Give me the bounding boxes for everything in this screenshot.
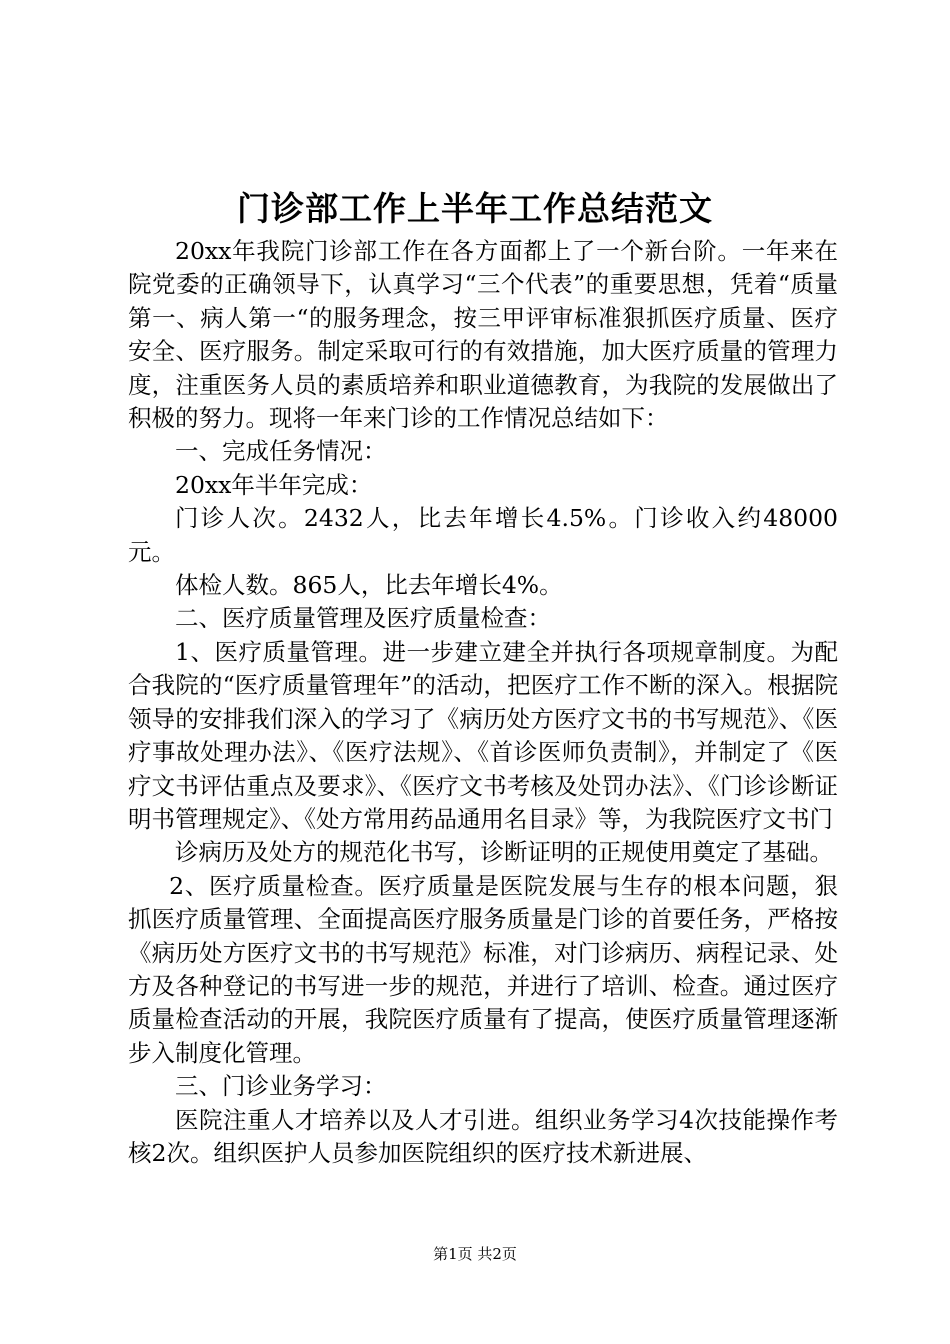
section-heading-3: 三、门诊业务学习： [175,1072,387,1101]
section-heading-2: 二、医疗质量管理及医疗质量检查： [175,604,551,633]
paragraph-half-year: 20xx年半年完成： [175,470,373,499]
document-title: 门诊部工作上半年工作总结范文 [237,189,713,228]
paragraph-outpatient-visits: 门诊人次。2432人，比去年增长4.5%。门诊收入约48000元。 [128,504,838,566]
paragraph-quality-management-cont: 诊病历及处方的规范化书写，诊断证明的正规使用奠定了基础。 [175,838,833,867]
paragraph-quality-inspection: 2、医疗质量检查。医疗质量是医院发展与生存的根本问题，狠抓医疗质量管理、全面提高医疗服务质量是门诊的首要任务，严格按《病历处方医疗文书的书写规范》标准，对门诊病历、病程记录、处方及各种登记的书写进一步的规范，并进行了培训、检查。通过医疗质量检查活动的开展，我院医疗质量有了提高，使医疗质量管理逐渐步入制度化管理。 [128,871,838,1067]
paragraph-checkups: 体检人数。865人，比去年增长4%。 [175,571,563,600]
paragraph-quality-management: 1、医疗质量管理。进一步建立建全并执行各项规章制度。为配合我院的“医疗质量管理年”的活动，把医疗工作不断的深入。根据院领导的安排我们深入的学习了《病历处方医疗文书的书写规范》、《医疗事故处理办法》、《医疗法规》、《首诊医师负责制》，并制定了《医疗文书评估重点及要求》、《医疗文书考核及处罚办法》、《门诊诊断证明书管理规定》、《处方常用药品通用名目录》等，为我院医疗文书门 [128,637,838,833]
section-heading-1: 一、完成任务情况： [175,437,387,466]
paragraph-intro: 20xx年我院门诊部工作在各方面都上了一个新台阶。一年来在院党委的正确领导下，认真学习“三个代表”的重要思想，凭着“质量第一、病人第一“的服务理念，按三甲评审标准狠抓医疗质量、医疗安全、医疗服务。制定采取可行的有效措施，加大医疗质量的管理力度，注重医务人员的素质培养和职业道德教育，为我院的发展做出了积极的努力。现将一年来门诊的工作情况总结如下： [128,237,838,433]
page-footer: 第1页 共2页 [433,1245,517,1263]
paragraph-training: 医院注重人才培养以及人才引进。组织业务学习4次技能操作考核2次。组织医护人员参加医院组织的医疗技术新进展、 [128,1105,838,1167]
document-body [128,235,838,1170]
